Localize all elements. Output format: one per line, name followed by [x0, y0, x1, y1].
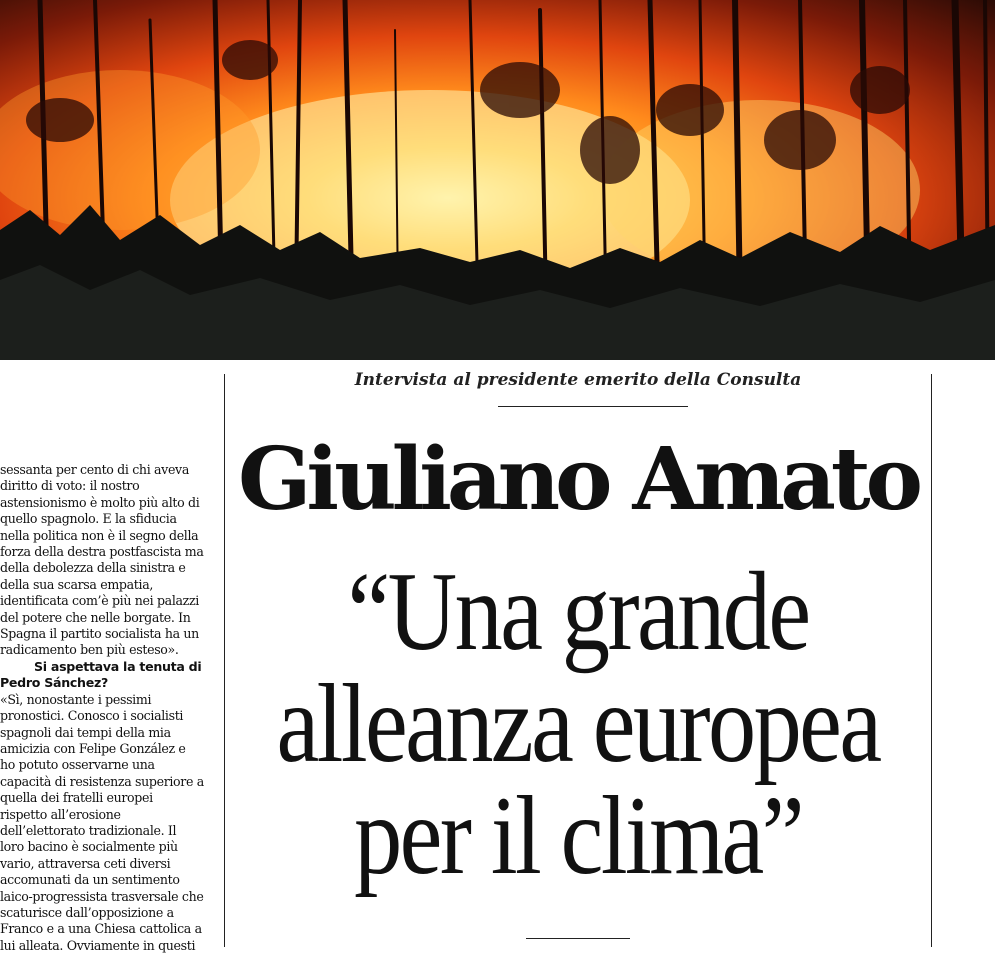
body-paragraph-2 [0, 692, 222, 954]
body-line: quella dei fratelli europei [0, 790, 153, 806]
body-line: del potere che nelle borgate. In [0, 609, 191, 625]
article-body-column [0, 462, 222, 954]
body-line: capacità di resistenza superiore a [0, 773, 204, 789]
body-line: Franco e a una Chiesa cattolica a [0, 921, 202, 937]
body-line: identificata com’è più nei palazzi [0, 593, 199, 609]
body-line: diritto di voto: il nostro [0, 478, 140, 494]
kicker: Intervista al presidente emerito della Consulta [354, 370, 802, 390]
body-line: Spagna il partito socialista ha un [0, 626, 199, 642]
headline-quote-line: per il clima” [354, 774, 802, 898]
body-line: quello spagnolo. E la sfiducia [0, 511, 177, 527]
body-line: radicamento ben più esteso». [0, 642, 179, 658]
body-line: forza della destra postfascista ma [0, 544, 204, 560]
body-line: Pedro Sánchez? [0, 675, 108, 691]
body-line: accomunati da un sentimento [0, 872, 180, 888]
body-line: della debolezza della sinistra e [0, 560, 186, 576]
body-paragraph-1 [0, 462, 222, 659]
body-line: astensionismo è molto più alto di [0, 494, 200, 510]
body-line: sessanta per cento di chi aveva [0, 462, 189, 477]
kicker-rule [498, 406, 688, 407]
body-line: laico-progressista trasversale che [0, 888, 204, 904]
forest-fire-photo [0, 0, 995, 360]
body-line: loro bacino è socialmente più [0, 839, 178, 855]
body-line: ho potuto osservarne una [0, 757, 155, 773]
headline-quote-line: alleanza europea [276, 662, 880, 786]
body-line: «Sì, nonostante i pessimi [0, 691, 152, 707]
body-line: spagnoli dai tempi della mia [0, 724, 171, 740]
body-line: della sua scarsa empatia, [0, 576, 154, 592]
body-line: amicizia con Felipe González e [0, 740, 186, 756]
body-line: scaturisce dall’opposizione a [0, 904, 174, 920]
column-divider [224, 374, 225, 947]
headline-quote [275, 550, 880, 898]
forest-fire-icon [0, 0, 995, 360]
body-line: nella politica non è il segno della [0, 527, 199, 543]
body-line: dell’elettorato tradizionale. Il [0, 822, 177, 838]
headline-name: Giuliano Amato [237, 429, 919, 530]
body-line: Si aspettava la tenuta di [34, 658, 202, 674]
bottom-rule [526, 938, 630, 939]
body-line: vario, attraversa ceti diversi [0, 855, 171, 871]
column-divider-right [931, 374, 932, 947]
body-line: pronostici. Conosco i socialisti [0, 708, 184, 724]
headline-quote-line: “Una grande [347, 550, 809, 674]
interview-question [0, 659, 222, 692]
body-line: rispetto all’erosione [0, 806, 121, 822]
body-line: lui alleata. Ovviamente in questi [0, 937, 196, 953]
